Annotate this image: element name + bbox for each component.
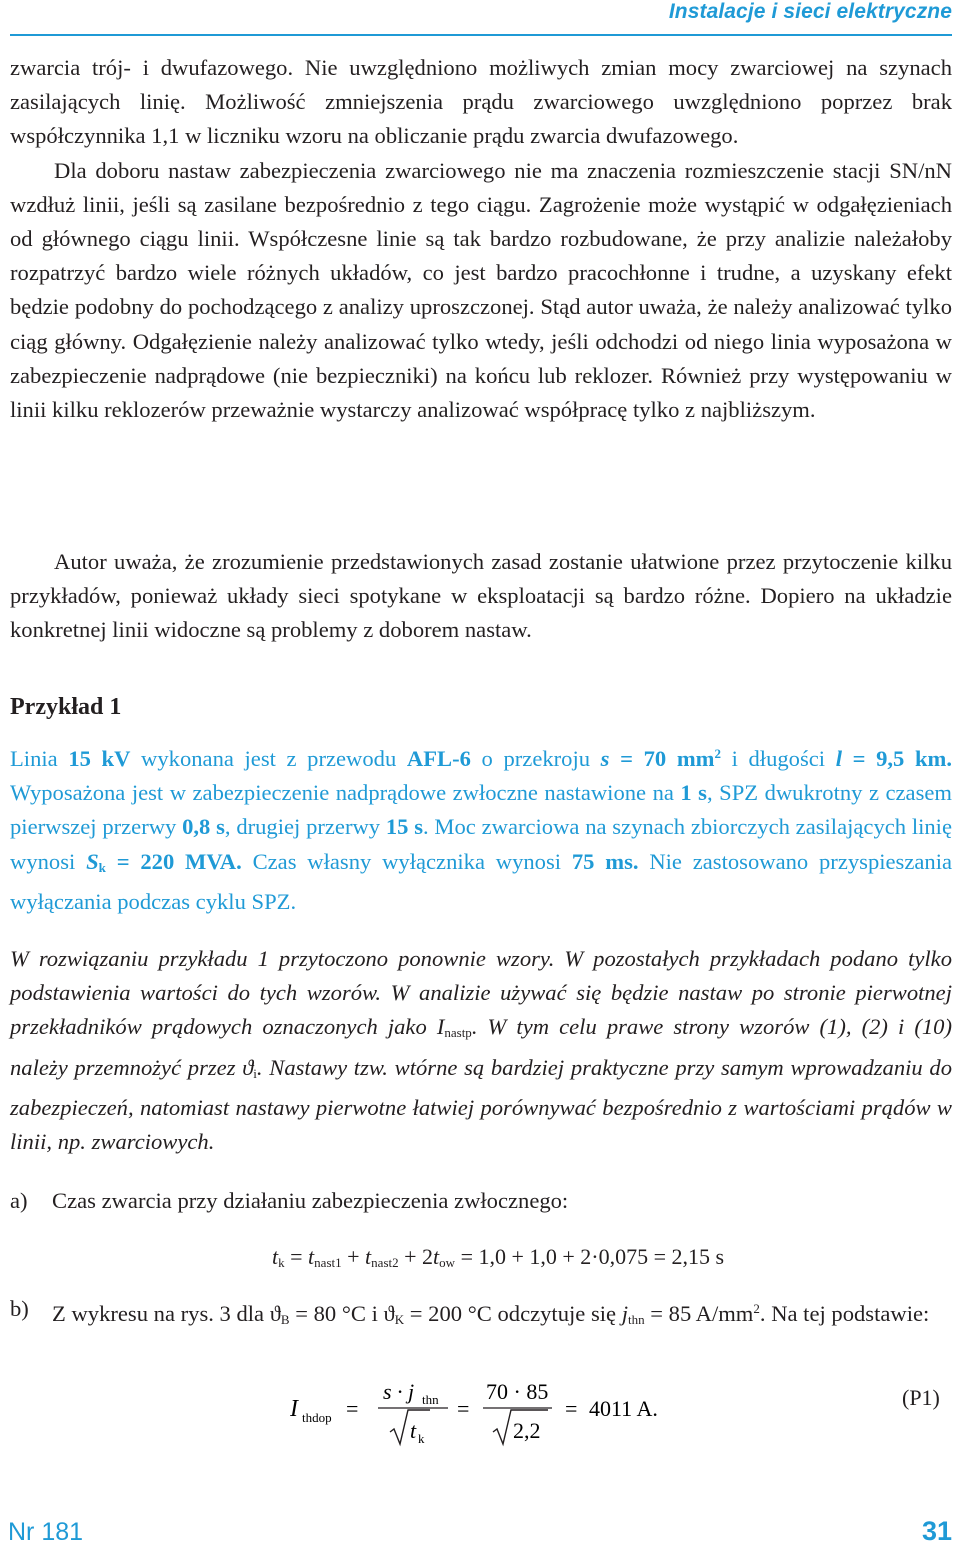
subscript: nastp bbox=[444, 1025, 472, 1041]
text-span: = 200 °C odczytuje się bbox=[404, 1301, 622, 1326]
text-span: wykonana jest z przewodu bbox=[130, 746, 407, 771]
operator: + 2 bbox=[398, 1244, 434, 1269]
symbol-I: I bbox=[290, 1396, 298, 1422]
text-span: Czas własny wyłącznika wynosi bbox=[241, 848, 572, 874]
subscript: k bbox=[418, 1431, 425, 1446]
value-voltage: 15 kV bbox=[68, 746, 131, 771]
subscript: thn bbox=[627, 1312, 645, 1327]
list-item-text: Czas zwarcia przy działaniu zabezpieczenia zwłocznego: bbox=[52, 1188, 569, 1213]
operator: = bbox=[346, 1396, 359, 1421]
text-span: = 80 °C i ϑ bbox=[289, 1301, 395, 1326]
denominator: 2,2 bbox=[513, 1418, 541, 1443]
list-item-a bbox=[10, 1184, 952, 1218]
value-first-break: 0,8 s bbox=[182, 814, 225, 840]
text-span: = 85 A/mm bbox=[644, 1301, 754, 1326]
denominator: t bbox=[410, 1418, 417, 1443]
numerator: 70 · 85 bbox=[486, 1379, 549, 1404]
journal-section-title: Instalacje i sieci elektryczne bbox=[668, 0, 952, 23]
paragraph: Dla doboru nastaw zabezpieczenia zwarciowego nie ma znaczenia rozmieszczenie stacji SN/nN wzdłuż linii, jeśli są zasilane bezpośrednio z tego ciągu. Zagrożenie może wystąpić w odgałęzieniach od głównego ciągu linii. Współczesne linie są tak bardzo rozbudowane, że przy analizie należałoby rozpatrzyć bardzo wiele różnych układów, co jest bardzo pracochłonne i trudne, a uzyskany efekt będzie podobny do pochodzącego z analizy uproszczonej. Stąd autor uważa, że należy analizować tylko ciąg główny. Odgałęzienie należy analizować tylko wtedy, jeśli odchodzi od niego linia wyposażona w zabezpieczenie nadprądowe (nie bezpieczniki) na końcu lub reklozer. Również przy występowaniu w linii kilku reklozerów przeważnie wystarczy analizować współpracę tylko z najbliższym. bbox=[10, 157, 952, 423]
subscript: ow bbox=[439, 1255, 456, 1270]
paragraph: zwarcia trój- i dwufazowego. Nie uwzględniono możliwych zmian mocy zwarciowej na szynach zasilających linię. Możliwość zmniejszenia prądu zwarciowego uwzględniono poprzez brak współczynnika 1,1 w liczniku wzoru na obliczanie prądu zwarcia dwufazowego. bbox=[10, 55, 952, 149]
subscript: K bbox=[394, 1312, 405, 1327]
list-marker: a) bbox=[10, 1188, 28, 1213]
value-delay: 1 s bbox=[680, 780, 707, 806]
text-span: W rozwiązaniu przykładu 1 przytoczono ponownie wzory. W pozostałych przykładach podano tylko podstawienia wartości do tych wzorów. W analizie używać się będzie nastaw po stronie pierwotnej przekładników prądowych oznaczonych jako I bbox=[10, 946, 952, 1040]
operator: = bbox=[565, 1396, 578, 1421]
subscript: k bbox=[98, 859, 106, 875]
body-text-block-2 bbox=[10, 545, 952, 648]
subscript: i bbox=[253, 1065, 257, 1081]
text-span: Wyposażona jest w zabezpieczenie nadprądowe zwłoczne nastawione na bbox=[10, 780, 681, 806]
value-second-break: 15 s bbox=[385, 814, 424, 840]
example-description bbox=[10, 737, 952, 919]
superscript: 2 bbox=[714, 746, 721, 761]
symbol: t bbox=[365, 1244, 372, 1269]
text-span: , drugiej przerwy bbox=[224, 814, 386, 840]
text-span: . Nastawy tzw. wtórne są bardziej praktyczne przy samym wprowadzaniu do zabezpieczeń, natomiast nastawy pierwotne łatwiej porównywać bezpośrednio z wartościami prądów w linii, np. zwarciowych. bbox=[10, 1054, 952, 1155]
value-breaker-time: 75 ms. bbox=[571, 848, 639, 874]
header-rule bbox=[10, 34, 952, 36]
operator: = bbox=[284, 1244, 309, 1269]
formula-fault-time bbox=[272, 1240, 724, 1280]
value-short-circuit-power: = 220 MVA. bbox=[105, 848, 242, 874]
paragraph: Autor uważa, że zrozumienie przedstawionych zasad zostanie ułatwione przez przytoczenie kilku przykładów, ponieważ układy sieci spotykane w eksploatacji są bardzo różne. Dopiero na układzie konkretnej linii widoczne są problemy z doborem nastaw. bbox=[10, 549, 952, 643]
list-marker: b) bbox=[10, 1296, 29, 1321]
operator: + bbox=[341, 1244, 366, 1269]
issue-number: Nr 181 bbox=[8, 1518, 84, 1546]
text-span: i długości bbox=[720, 746, 836, 771]
formula-result: = 1,0 + 1,0 + 2·0,075 = 2,15 s bbox=[455, 1244, 725, 1269]
value-conductor: AFL-6 bbox=[406, 746, 471, 771]
text-span: Linia bbox=[10, 746, 69, 771]
numerator: s · j bbox=[383, 1379, 415, 1404]
value-cross-section: = 70 mm bbox=[609, 746, 715, 771]
text-span: Nie zastosowano przyspieszania wyłączania podczas cyklu SPZ. bbox=[10, 848, 952, 914]
subscript: thn bbox=[422, 1392, 439, 1407]
symbol: t bbox=[308, 1244, 315, 1269]
subscript: nast2 bbox=[371, 1255, 399, 1270]
subscript: thdop bbox=[302, 1410, 332, 1425]
body-text-block-1 bbox=[10, 51, 952, 427]
page-number: 31 bbox=[921, 1516, 952, 1546]
symbol-s: s bbox=[600, 746, 610, 771]
list-item-b bbox=[10, 1292, 952, 1337]
text-span: Z wykresu na rys. 3 dla ϑ bbox=[52, 1301, 281, 1326]
text-span: . Moc zwarciowa na szynach zbiorczych zasilających linię wynosi bbox=[10, 814, 952, 874]
subscript: k bbox=[278, 1255, 285, 1270]
text-span: o przekroju bbox=[470, 746, 601, 771]
text-span: . Na tej podstawie: bbox=[759, 1301, 930, 1326]
symbol-S: S bbox=[86, 848, 99, 874]
text-span: . W tym celu prawe strony wzorów (1), (2) i (10) należy przemnożyć przez ϑ bbox=[10, 1014, 952, 1080]
equation-number: (P1) bbox=[902, 1385, 940, 1410]
symbol: t bbox=[433, 1244, 440, 1269]
value-length: = 9,5 km. bbox=[841, 746, 952, 771]
example-heading: Przykład 1 bbox=[10, 694, 122, 720]
symbol-l: l bbox=[835, 746, 842, 771]
superscript: 2 bbox=[753, 1301, 760, 1316]
italic-note bbox=[10, 942, 952, 1159]
formula-thermal-current bbox=[290, 1372, 690, 1452]
operator: = bbox=[457, 1396, 470, 1421]
subscript: nast1 bbox=[314, 1255, 342, 1270]
symbol: j bbox=[621, 1301, 628, 1326]
text-span: , SPZ dwukrotny z czasem pierwszej przerwy bbox=[10, 780, 952, 840]
symbol: t bbox=[272, 1244, 279, 1269]
formula-result: 4011 A. bbox=[589, 1396, 658, 1421]
subscript: B bbox=[280, 1312, 290, 1327]
